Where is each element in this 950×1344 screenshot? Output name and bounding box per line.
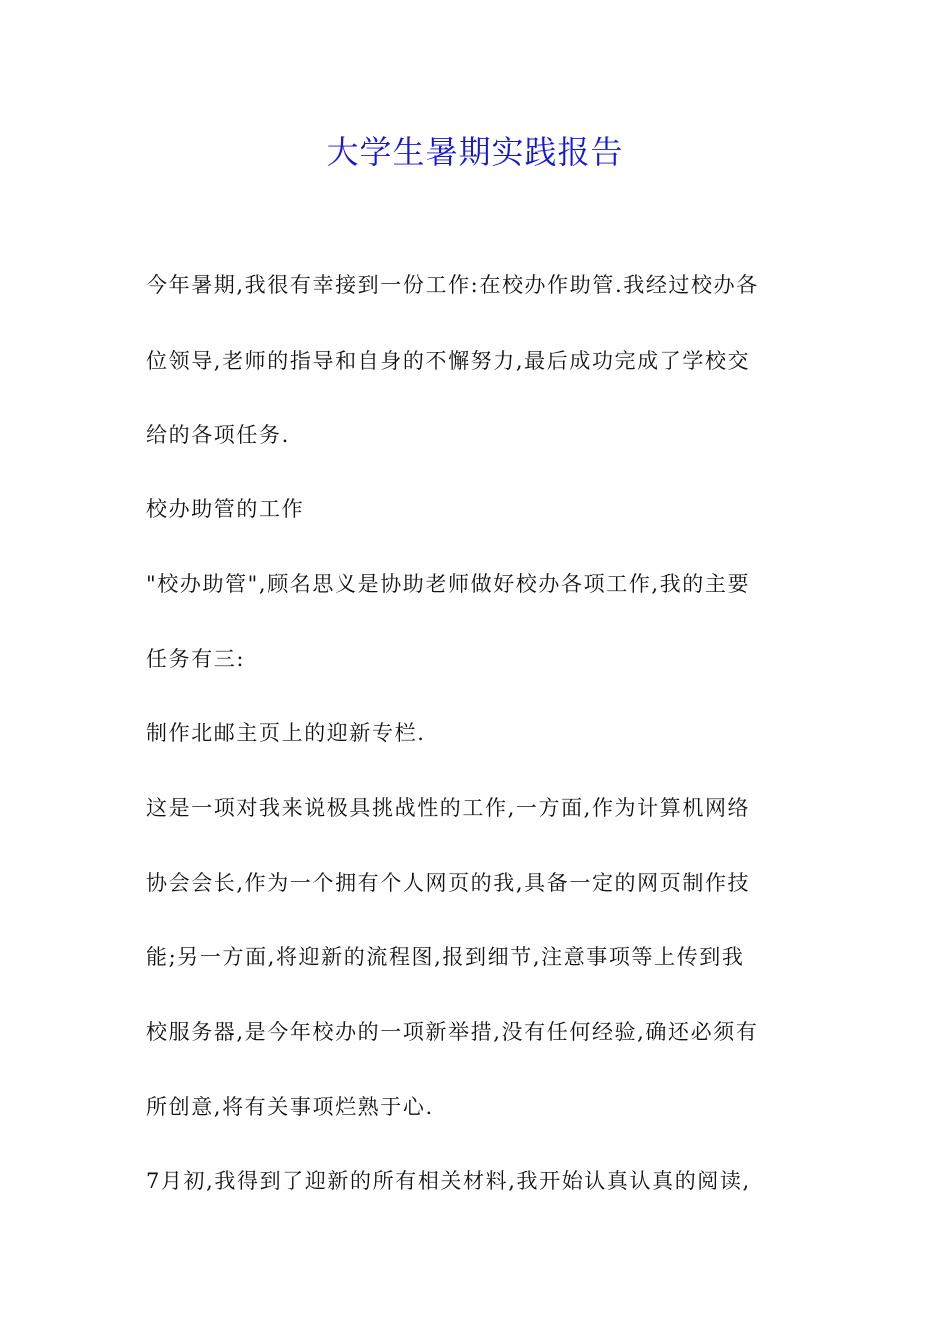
section-heading: 校办助管的工作 <box>146 497 305 521</box>
body-line: 制作北邮主页上的迎新专栏. <box>146 721 426 745</box>
body-line: 给的各项任务. <box>146 423 290 447</box>
body-line: 协会会长,作为一个拥有个人网页的我,具备一定的网页制作技 <box>146 871 751 895</box>
body-line: 校服务器,是今年校办的一项新举措,没有任何经验,确还必须有 <box>146 1020 759 1044</box>
body-line: 这是一项对我来说极具挑战性的工作,一方面,作为计算机网络 <box>146 796 751 820</box>
body-line: 任务有三: <box>146 647 246 671</box>
body-line: 所创意,将有关事项烂熟于心. <box>146 1095 434 1119</box>
body-line: 7月初,我得到了迎新的所有相关材料,我开始认真认真的阅读, <box>146 1169 751 1193</box>
document-title: 大学生暑期实践报告 <box>326 133 624 171</box>
body-line: 能;另一方面,将迎新的流程图,报到细节,注意事项等上传到我 <box>146 945 745 969</box>
body-line: 今年暑期,我很有幸接到一份工作:在校办作助管.我经过校办各 <box>146 273 759 297</box>
body-line: 位领导,老师的指导和自身的不懈努力,最后成功完成了学校交 <box>146 349 751 373</box>
body-line: "校办助管",顾名思义是协助老师做好校办各项工作,我的主要 <box>146 572 751 596</box>
